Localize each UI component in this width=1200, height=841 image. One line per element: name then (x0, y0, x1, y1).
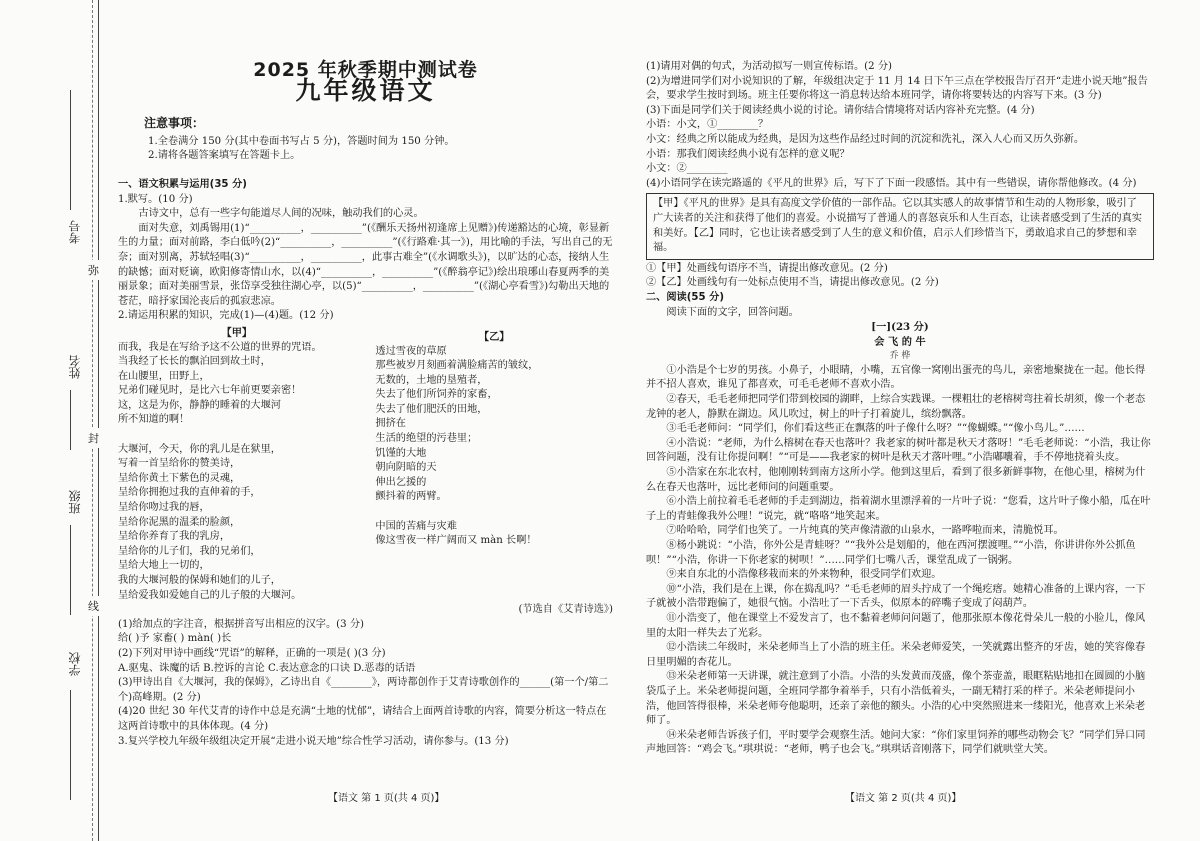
q1-intro: 古诗文中，总有一些字句能道尽人间的况味，触动我们的心灵。 (138, 208, 424, 220)
poem-line: 呈给你泥黑的温柔的脸颜， (118, 516, 241, 528)
poem-line: 兄弟们碰见时，是比六七年前更要亲密！ (118, 385, 302, 397)
part-heading: [一](23 分) (871, 321, 929, 334)
story-paragraph: ③毛毛老师问：“同学们，你们看这些正在飘落的叶子像什么呀？”“像蝴蝶。”“像小鸟儿。”…… (666, 423, 1085, 435)
revise-item: ②【乙】处画线句有一处标点使用不当，请提出修改意见。(2 分) (646, 277, 939, 289)
poem-line: 像这雪夜一样广阔而又 màn 长啊！ (375, 535, 537, 547)
poem-line (375, 505, 613, 520)
poem-source: (节选自《艾青诗选》) (518, 604, 613, 616)
story-paragraph: ⑨来自东北的小浩像移栽而来的外来物种，很受同学们欢迎。 (666, 569, 942, 581)
section-1-heading: 一、语文积累与运用(35 分) (118, 178, 247, 190)
exam-title: 2025 年秋季期中测试卷 (253, 59, 478, 81)
page-2-column (646, 60, 1154, 758)
poem-line: 呈给你黄土下紫色的灵魂， (118, 472, 241, 484)
subquestion: (4)20 世纪 30 年代艾青的诗作中总是充满“土地的忧郁”，请结合上面两首诗歌的内容，简要分析这一特点在这两首诗歌中的具体体现。(4 分) (118, 706, 607, 732)
notes-heading: 注意事项： (144, 116, 205, 131)
poem-line: 生活的绝望的污巷里； (375, 433, 478, 445)
story-body (646, 364, 1154, 758)
poem-line: 失去了他们肥沃的田地， (375, 403, 488, 415)
subquestion: (1)请用对偶的句式，为活动拟写一则宣传标语。(2 分) (646, 61, 893, 72)
poem-line: 无数的，土地的垦殖者， (375, 374, 488, 386)
subquestion: 小语：那我们阅读经典小说有怎样的意义呢？ (646, 148, 850, 160)
story-paragraph: ⑤小浩家在东北农村，他刚刚转到南方这所小学。他到这里后，看到了很多新鲜事物，在他心里，榕树为什么在春天也落叶，远比老师问的问题重要。 (646, 467, 1146, 493)
story-paragraph: ⑧杨小跳说：“小浩，你外公是青蛙呀？”“我外公是划船的，他在西河摆渡哩。”“小浩，你讲讲你外公抓鱼呗！”“小浩，你讲一下你老家的树呗！”……同学们七嘴八舌，课堂乱成了一锅粥。 (646, 540, 1136, 566)
story-paragraph: ②春天，毛毛老师把同学们带到校园的湖畔，上综合实践课。一棵粗壮的老榕树弯拄着长胡须，像一个老态龙钟的老人，静默在湖边。风儿吹过，树上的叶子打着旋儿，缤纷飘落。 (646, 394, 1146, 420)
banji-blank (70, 525, 71, 615)
kaohao-blank (70, 90, 71, 210)
subquestion: 小文：②________ (646, 163, 728, 175)
poem-line: 呈给你吻过我的唇， (118, 502, 210, 514)
poem-line: 朝向阴暗的天 (375, 462, 437, 474)
subquestion: 3.复兴学校九年级年级组决定开展“走进小说天地”综合性学习活动，请你参与。(13 分) (118, 735, 509, 747)
binding-margin (0, 0, 100, 841)
story-paragraph: ⑭米朵老师告诉孩子们，平时要学会观察生活。她问大家：“你们家里饲养的哪些动物会飞？”同学们异口同声地回答：“鸡会飞。”琪琪说：“老师，鸭子也会飞。”琪琪话音刚落下，同学们就哄堂大笑。 (646, 729, 1146, 756)
xuexiao-blank (70, 690, 71, 800)
poem-line: 拥挤在 (375, 418, 406, 430)
poem-line: 呈给你拥抱过我的直伸着的手， (118, 487, 261, 499)
poem-line (118, 428, 356, 443)
subquestion: (2)为增进同学们对小说知识的了解，年级组决定于 11 月 14 日下午三点在学校报告厅召开“走进小说天地”报告会，要求学生按时到场。班主任要你将这一消息转达给本班同学，请你将要转达的内容写下来。(3 分) (646, 75, 1148, 102)
page-2-footer: 【语文 第 2 页(共 4 页)】 (845, 793, 962, 804)
story-paragraph: ⑦哈哈哈，同学们也笑了。一片纯真的笑声像清澈的山泉水，一路哗啦而来，清脆悦耳。 (666, 525, 1064, 537)
poem-line: 大堰河，今天，你的乳儿是在狱里， (118, 443, 281, 455)
subquestion: (3)甲诗出自《大堰河，我的保姆》，乙诗出自《________》，两诗都创作于艾青诗歌创作的______(第一个/第二个)高峰期。(2 分) (118, 677, 609, 703)
label-xuexiao: 学校 (68, 652, 82, 676)
seal-char: 线 (88, 596, 99, 616)
poem-line: 呈给你的儿子们，我的兄弟们， (118, 545, 261, 557)
q2-subquestions (118, 618, 613, 749)
story-paragraph: ⑪小浩变了，他在课堂上不爱发言了，也不黏着老师问问题了，他那张原本像花骨朵儿一般的小脸儿，像风里的太阳一样失去了光彩。 (646, 612, 1146, 639)
story-paragraph: ④小浩说：“老师，为什么榕树在春天也落叶？我老家的树叶都是秋天才落呀！”毛毛老师说：“小浩，我让你回答问题，没有让你提问啊！”“可是——我老家的树叶是秋天才落叶哩。”小浩嘟囔着，手不停地挠着头皮。 (646, 437, 1151, 464)
reflection-box: 【甲】《平凡的世界》是具有高度文学价值的一部作品。它以其实感人的故事情节和生动的人物形象，吸引了广大读者的关注和获得了他们的喜爱。小说描写了普通人的喜怒哀乐和人生百态，让读者感受到了生活的真实和美好。【乙】同时，它也让读者感受到了人生的意义和价值，启示人们珍惜当下，勇敢追求自己的梦想和幸福。 (646, 193, 1154, 259)
poem-line: 失去了他们所饲养的家畜， (375, 389, 498, 401)
page-1-column (118, 55, 613, 749)
xingming-blank (70, 390, 71, 450)
poem-line: 我的大堰河般的保姆和她们的儿子， (118, 575, 281, 586)
poem-line: 呈给大地上一切的， (118, 560, 210, 572)
poem-line: 饥馑的大地 (375, 447, 427, 459)
seal-dashed-line (92, 0, 93, 841)
story-paragraph: ⑫小浩读二年级时，米朵老师当上了小浩的班主任。米朵老师爱笑，一笑就露出整齐的牙齿，她的笑容像春日里明媚的杏花儿。 (646, 642, 1146, 668)
poem-line: 颤抖着的两臂。 (375, 491, 447, 503)
poem-line: 那些被岁月刻画着满脸痛苦的皱纹， (375, 360, 539, 372)
poem-a (118, 326, 356, 603)
poem-b-label: 【乙】 (478, 330, 510, 343)
subquestion: 小语：小文，①________？ (646, 119, 769, 131)
subquestion: 给( )予 家畜( ) màn( )长 (118, 633, 232, 645)
poem-line: 伸出乞援的 (375, 476, 427, 488)
reading-intro: 阅读下面的文字，回答问题。 (666, 306, 799, 318)
label-kaohao: 考号 (68, 220, 82, 244)
seal-char: 封 (88, 428, 99, 448)
poems (118, 326, 613, 603)
note-item: 1.全卷满分 150 分(其中卷面书写占 5 分)，答题时间为 150 分钟。 (148, 135, 455, 147)
subquestion: A.驱鬼、诛魔的话 B.控诉的言论 C.表达意念的口诀 D.恶毒的话语 (118, 662, 416, 674)
poem-b (375, 326, 613, 603)
poem-line: 呈给爱我如爱她自己的儿子般的大堰河。 (118, 589, 302, 601)
poem-line: 透过雪夜的草原 (375, 345, 447, 357)
story-author: 乔 桦 (889, 351, 911, 362)
seal-char: 弥 (88, 260, 99, 280)
subquestion: (1)给加点的字注音，根据拼音写出相应的汉字。(3 分) (118, 618, 365, 630)
question-1: 1.默写。(10 分) (118, 193, 193, 205)
story-paragraph: ⑥小浩上前拉着毛毛老师的手走到湖边，指着湖水里漂浮着的一片叶子说：“您看，这片叶子像小船，瓜在叶子上的青蛙像我外公哩！”说完，就“咯咯”地笑起来。 (646, 496, 1151, 522)
subject-title: 九年级语文 (295, 75, 436, 105)
label-xingming: 姓名 (68, 355, 82, 379)
q1-body: 面对失意，刘禹锡用(1)“__________，__________”(《酬乐天扬州初逢席上见赠》)传递豁达的心境，彰显新生的力量；面对前路，李白低吟(2)“__________，__________”(《行路难·其一》)，用比喻的手法，写出自己的无奈；面对别离，苏轼轻唱(3)“__________，__________，此事古难全”(《水调歌头》)，以旷达的心态，接纳人生的缺憾；面对贬谪，欧阳修寄情山水，以(4)“__________，__________”(《醉翁亭记》)绘出琅琊山春夏两季的美丽景象；面对美丽雪景，张岱享受独往湖心亭，以(5)“__________，__________”(《湖心亭看雪》)勾勒出天地的苍茫，暗抒家国沦丧后的孤寂悲凉。 (118, 222, 613, 307)
label-banji: 班级 (68, 490, 82, 514)
q3-subquestions (646, 60, 1154, 191)
page-1-footer: 【语文 第 1 页(共 4 页)】 (328, 793, 445, 804)
subquestion: (4)小语同学在读完路遥的《平凡的世界》后，写下了下面一段感悟。其中有一些错误，请你帮他修改。(4 分) (646, 177, 1137, 189)
poem-line: 写着一首呈给你的赞美诗， (118, 458, 241, 470)
poem-line: 呈给你养育了我的乳房， (118, 531, 231, 543)
poem-line: 这，这是为你，静静的睡着的大堰河 (118, 399, 281, 411)
question-2: 2.请运用积累的知识，完成(1)—(4)题。(12 分) (118, 310, 334, 322)
poem-line: 而我，我是在写给予这不公道的世界的咒语。 (118, 341, 322, 353)
story-paragraph: ①小浩是个七岁的男孩。小鼻子，小眼睛，小嘴，五官像一窝刚出蛋壳的鸟儿，亲密地聚拢在一起。他长得并不招人喜欢，谁见了都喜欢，可毛毛老师不喜欢小浩。 (646, 364, 1146, 391)
subquestion: (3)下面是同学们关于阅读经典小说的讨论。请你结合情境将对话内容补充完整。(4 分) (646, 104, 1035, 116)
story-paragraph: ⑩“小浩，我们是在上课，你在捣乱吗？”毛毛老师的眉头拧成了一个绳疙瘩。她精心准备的上课内容，一下子就被小浩带跑偏了，她很气恼。小浩吐了一下舌头，似原本的碎嘴子变成了闷葫芦。 (646, 583, 1146, 610)
revise-item: ①【甲】处画线句语序不当，请提出修改意见。(2 分) (646, 262, 888, 274)
subquestion: (2)下列对甲诗中画线“咒语”的解释，正确的一项是( )(3 分) (118, 647, 386, 659)
poem-line: 在山腰里，田野上， (118, 370, 210, 382)
story-paragraph: ⑬米朵老师第一天讲课，就注意到了小浩。小浩的头发黄而茂盛，像个茶壶盖，眼眶粘贴地扣在圆圆的小脑袋瓜子上。米朵老师提问题，全班同学都争着举手，只有小浩低着头，一副无精打采的样子。米朵老师提问小浩，他回答得很棒，米朵老师夸他聪明，还亲了亲他的额头。小浩的心中突然照进来一缕阳光，他喜欢上米朵老师了。 (646, 671, 1146, 727)
poem-line: 当我经了长长的飘泊回到故土时， (118, 356, 271, 368)
subquestion: 小文：经典之所以能成为经典，是因为这些作品经过时间的沉淀和洗礼，深入人心而又历久弥新。 (646, 133, 1085, 145)
margin-rule (98, 0, 99, 841)
poem-line: 所不知道的啊！ (118, 414, 190, 426)
note-item: 2.请将各题答案填写在答题卡上。 (148, 150, 301, 162)
section-2-heading: 二、阅读(55 分) (646, 291, 724, 303)
poem-line: 中国的苦痛与灾难 (375, 520, 457, 532)
story-title: 会 飞 的 牛 (874, 335, 926, 348)
poem-a-label: 【甲】 (221, 326, 253, 339)
